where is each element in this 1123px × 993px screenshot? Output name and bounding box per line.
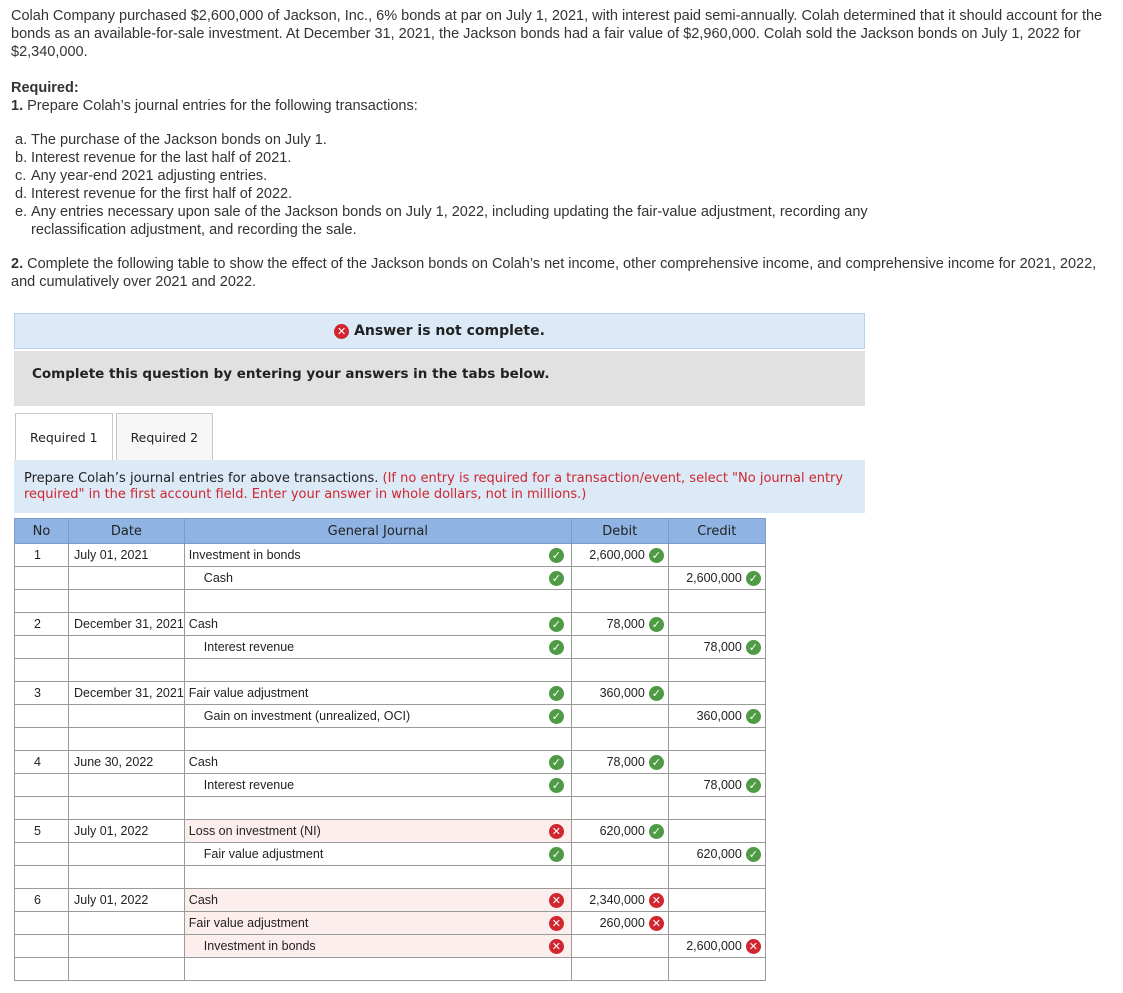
account-status	[549, 755, 564, 770]
credit-field[interactable]	[668, 935, 765, 958]
debit-field[interactable]	[571, 889, 668, 912]
account-status	[549, 617, 564, 632]
item-letter: e.	[15, 204, 28, 220]
credit-field[interactable]	[668, 820, 765, 843]
credit-value: 78,000	[703, 640, 742, 655]
entry-number-cell: 4	[15, 751, 69, 774]
empty-cell	[15, 797, 69, 820]
debit-status	[649, 548, 664, 563]
entry-number-cell	[15, 567, 69, 590]
account-field[interactable]	[184, 682, 571, 705]
entry-date-cell[interactable]	[69, 912, 185, 935]
header-credit: Credit	[668, 519, 765, 544]
spacer-row	[15, 590, 766, 613]
account-status	[549, 824, 564, 839]
debit-status	[649, 617, 664, 632]
account-name: Interest revenue	[203, 640, 295, 655]
credit-field[interactable]	[668, 544, 765, 567]
empty-cell[interactable]	[69, 728, 185, 751]
transaction-list	[15, 131, 955, 239]
item-letter: c.	[15, 168, 27, 184]
required-part1	[11, 97, 418, 115]
part2-number: 2.	[11, 256, 24, 272]
item-text: Any year-end 2021 adjusting entries.	[31, 168, 268, 184]
account-name: Gain on investment (unrealized, OCI)	[203, 709, 411, 724]
entry-date-cell[interactable]: December 31, 2021	[69, 613, 185, 636]
table-row	[15, 682, 766, 705]
account-name: Fair value adjustment	[188, 916, 309, 931]
empty-cell[interactable]	[184, 659, 571, 682]
list-item	[15, 167, 955, 185]
account-name: Loss on investment (NI)	[188, 824, 321, 839]
header-general-journal: General Journal	[184, 519, 571, 544]
check-circle-icon: ✓	[649, 824, 664, 839]
account-status	[549, 709, 564, 724]
account-field[interactable]	[184, 705, 571, 728]
empty-cell	[15, 728, 69, 751]
item-text: The purchase of the Jackson bonds on July 1.	[31, 132, 327, 148]
account-name: Interest revenue	[203, 778, 295, 793]
entry-number-cell: 6	[15, 889, 69, 912]
empty-cell[interactable]	[668, 659, 765, 682]
entry-date-cell[interactable]: July 01, 2021	[69, 544, 185, 567]
debit-value: 260,000	[599, 916, 645, 931]
check-circle-icon: ✓	[746, 571, 761, 586]
entry-number-cell	[15, 705, 69, 728]
credit-field[interactable]	[668, 843, 765, 866]
empty-cell	[15, 590, 69, 613]
check-circle-icon: ✓	[549, 709, 564, 724]
credit-value: 2,600,000	[686, 571, 742, 586]
debit-value: 78,000	[606, 617, 645, 632]
x-circle-icon: ✕	[334, 324, 349, 339]
credit-field[interactable]	[668, 912, 765, 935]
check-circle-icon: ✓	[746, 709, 761, 724]
spacer-row	[15, 958, 766, 981]
table-row	[15, 935, 766, 958]
empty-cell[interactable]	[571, 797, 668, 820]
credit-status	[746, 847, 761, 862]
entry-date-cell[interactable]	[69, 636, 185, 659]
empty-cell	[15, 958, 69, 981]
debit-field[interactable]	[571, 912, 668, 935]
account-field[interactable]	[184, 820, 571, 843]
list-item	[15, 203, 955, 239]
problem-text: Colah Company purchased $2,600,000 of Jackson, Inc., 6% bonds at par on July 1, 2021, with interest paid semi-annually. Colah determined that it should account for the bonds as an available-for-sale investment. At December 31, 2021, the Jackson bonds had a fair value of $2,960,000. Colah sold the Jackson bonds on July 1, 2022 for $2,340,000.	[11, 8, 1103, 60]
account-field[interactable]	[184, 544, 571, 567]
account-status	[549, 847, 564, 862]
check-circle-icon: ✓	[549, 548, 564, 563]
debit-field[interactable]	[571, 544, 668, 567]
credit-field[interactable]	[668, 636, 765, 659]
debit-status	[649, 824, 664, 839]
credit-field[interactable]	[668, 705, 765, 728]
journal-table	[14, 518, 766, 981]
debit-field[interactable]	[571, 636, 668, 659]
x-circle-icon: ✕	[649, 893, 664, 908]
spacer-row	[15, 659, 766, 682]
empty-cell[interactable]	[571, 866, 668, 889]
empty-cell[interactable]	[69, 659, 185, 682]
account-field[interactable]	[184, 889, 571, 912]
spacer-row	[15, 797, 766, 820]
list-item	[15, 131, 955, 149]
account-name: Fair value adjustment	[203, 847, 324, 862]
check-circle-icon: ✓	[549, 571, 564, 586]
item-text: Interest revenue for the last half of 2021.	[31, 150, 292, 166]
debit-field[interactable]	[571, 751, 668, 774]
list-item	[15, 149, 955, 167]
x-circle-icon: ✕	[549, 824, 564, 839]
entry-number-cell	[15, 774, 69, 797]
empty-cell[interactable]	[69, 590, 185, 613]
check-circle-icon: ✓	[649, 755, 664, 770]
check-circle-icon: ✓	[649, 617, 664, 632]
tab-label: Required 1	[30, 429, 98, 445]
empty-cell[interactable]	[69, 797, 185, 820]
empty-cell[interactable]	[69, 866, 185, 889]
empty-cell[interactable]	[668, 958, 765, 981]
credit-value: 78,000	[703, 778, 742, 793]
table-header-row	[15, 519, 766, 544]
table-row	[15, 889, 766, 912]
empty-cell[interactable]	[571, 590, 668, 613]
account-name: Cash	[188, 755, 218, 770]
item-text: Any entries necessary upon sale of the Jackson bonds on July 1, 2022, including updating the fair-value adjustment, recording any reclassification adjustment, and recording the sale.	[31, 204, 868, 238]
part1-number: 1.	[11, 98, 24, 114]
debit-status	[649, 916, 664, 931]
debit-field[interactable]	[571, 705, 668, 728]
table-row	[15, 705, 766, 728]
entry-date-cell[interactable]	[69, 774, 185, 797]
prompt-note: (If no entry is required for a transaction/event, select "No journal entry required" in the first account field. Enter your answer in whole dollars, not in millions.)	[24, 471, 844, 502]
list-item	[15, 185, 955, 203]
debit-field[interactable]	[571, 567, 668, 590]
item-letter: a.	[15, 132, 28, 148]
spacer-row	[15, 866, 766, 889]
account-name: Investment in bonds	[203, 939, 316, 954]
account-status	[549, 939, 564, 954]
account-status	[549, 916, 564, 931]
spacer-row	[15, 728, 766, 751]
account-name: Cash	[203, 571, 233, 586]
account-name: Investment in bonds	[188, 548, 301, 563]
part1-text: Prepare Colah’s journal entries for the following transactions:	[27, 98, 418, 114]
credit-field[interactable]	[668, 774, 765, 797]
required-heading: Required:	[11, 80, 79, 96]
x-circle-icon: ✕	[649, 916, 664, 931]
instructions-text: Complete this question by entering your answers in the tabs below.	[32, 366, 550, 382]
empty-cell[interactable]	[668, 728, 765, 751]
debit-field[interactable]	[571, 843, 668, 866]
credit-value: 360,000	[696, 709, 742, 724]
x-circle-icon: ✕	[549, 916, 564, 931]
tab-bar	[15, 413, 213, 461]
credit-status	[746, 939, 761, 954]
debit-field[interactable]	[571, 613, 668, 636]
entry-date-cell[interactable]	[69, 843, 185, 866]
empty-cell[interactable]	[184, 590, 571, 613]
debit-status	[649, 686, 664, 701]
account-name: Fair value adjustment	[188, 686, 309, 701]
x-circle-icon: ✕	[549, 893, 564, 908]
credit-status	[746, 640, 761, 655]
answer-status-banner	[14, 313, 865, 349]
instructions-box	[14, 351, 865, 406]
check-circle-icon: ✓	[746, 640, 761, 655]
debit-field[interactable]	[571, 820, 668, 843]
check-circle-icon: ✓	[549, 778, 564, 793]
check-circle-icon: ✓	[549, 847, 564, 862]
debit-status	[649, 755, 664, 770]
check-circle-icon: ✓	[549, 755, 564, 770]
entry-number-cell	[15, 636, 69, 659]
account-field[interactable]	[184, 843, 571, 866]
table-row	[15, 613, 766, 636]
part2-text: Complete the following table to show the effect of the Jackson bonds on Colah’s net income, other comprehensive income, and comprehensive income for 2021, 2022, and cumulatively over 2021 and 2022.	[11, 256, 1097, 290]
empty-cell[interactable]	[184, 866, 571, 889]
table-row	[15, 544, 766, 567]
credit-field[interactable]	[668, 889, 765, 912]
account-field[interactable]	[184, 935, 571, 958]
credit-field[interactable]	[668, 751, 765, 774]
account-name: Cash	[188, 617, 218, 632]
entry-number-cell	[15, 912, 69, 935]
credit-field[interactable]	[668, 682, 765, 705]
header-debit: Debit	[571, 519, 668, 544]
empty-cell[interactable]	[69, 958, 185, 981]
credit-value: 620,000	[696, 847, 742, 862]
credit-field[interactable]	[668, 613, 765, 636]
empty-cell[interactable]	[668, 866, 765, 889]
empty-cell[interactable]	[184, 797, 571, 820]
entry-number-cell: 2	[15, 613, 69, 636]
empty-cell	[15, 866, 69, 889]
check-circle-icon: ✓	[649, 686, 664, 701]
entry-date-cell[interactable]: July 01, 2022	[69, 889, 185, 912]
table-row	[15, 843, 766, 866]
account-status	[549, 548, 564, 563]
prompt-main: Prepare Colah’s journal entries for above transactions.	[24, 471, 383, 486]
empty-cell	[15, 659, 69, 682]
header-no: No	[15, 519, 69, 544]
x-circle-icon: ✕	[746, 939, 761, 954]
journal-prompt	[14, 460, 865, 513]
account-field[interactable]	[184, 751, 571, 774]
debit-field[interactable]	[571, 682, 668, 705]
entry-number-cell: 5	[15, 820, 69, 843]
entry-date-cell[interactable]: July 01, 2022	[69, 820, 185, 843]
banner-text: Answer is not complete.	[354, 323, 545, 339]
entry-date-cell[interactable]	[69, 705, 185, 728]
empty-cell[interactable]	[571, 659, 668, 682]
credit-value: 2,600,000	[686, 939, 742, 954]
empty-cell[interactable]	[184, 958, 571, 981]
account-field[interactable]	[184, 636, 571, 659]
debit-value: 2,600,000	[589, 548, 645, 563]
tab-label: Required 2	[130, 429, 199, 445]
empty-cell[interactable]	[668, 797, 765, 820]
table-row	[15, 751, 766, 774]
entry-date-cell[interactable]	[69, 567, 185, 590]
debit-field[interactable]	[571, 774, 668, 797]
header-date: Date	[69, 519, 185, 544]
debit-field[interactable]	[571, 935, 668, 958]
account-field[interactable]	[184, 774, 571, 797]
account-field[interactable]	[184, 912, 571, 935]
account-name: Cash	[188, 893, 218, 908]
debit-value: 78,000	[606, 755, 645, 770]
journal-body	[15, 544, 766, 981]
table-row	[15, 567, 766, 590]
item-text: Interest revenue for the first half of 2022.	[31, 186, 293, 202]
account-status	[549, 778, 564, 793]
problem-statement	[11, 7, 1111, 61]
check-circle-icon: ✓	[549, 686, 564, 701]
account-status	[549, 686, 564, 701]
empty-cell[interactable]	[668, 590, 765, 613]
credit-status	[746, 709, 761, 724]
empty-cell[interactable]	[571, 728, 668, 751]
debit-status	[649, 893, 664, 908]
check-circle-icon: ✓	[746, 778, 761, 793]
entry-number-cell: 3	[15, 682, 69, 705]
empty-cell[interactable]	[571, 958, 668, 981]
table-row	[15, 774, 766, 797]
item-letter: b.	[15, 150, 28, 166]
debit-value: 360,000	[599, 686, 645, 701]
debit-value: 620,000	[599, 824, 645, 839]
account-status	[549, 893, 564, 908]
x-circle-icon: ✕	[549, 939, 564, 954]
entry-date-cell[interactable]	[69, 935, 185, 958]
empty-cell[interactable]	[184, 728, 571, 751]
table-row	[15, 912, 766, 935]
check-circle-icon: ✓	[649, 548, 664, 563]
entry-date-cell[interactable]: June 30, 2022	[69, 751, 185, 774]
tab-required-1[interactable]	[15, 413, 113, 461]
entry-date-cell[interactable]: December 31, 2021	[69, 682, 185, 705]
required-part2	[11, 255, 1111, 291]
credit-field[interactable]	[668, 567, 765, 590]
credit-status	[746, 571, 761, 586]
entry-number-cell: 1	[15, 544, 69, 567]
table-row	[15, 636, 766, 659]
item-letter: d.	[15, 186, 28, 202]
check-circle-icon: ✓	[746, 847, 761, 862]
account-status	[549, 640, 564, 655]
check-circle-icon: ✓	[549, 640, 564, 655]
tab-required-2[interactable]	[116, 413, 214, 461]
debit-value: 2,340,000	[589, 893, 645, 908]
required-section	[11, 79, 418, 115]
entry-number-cell	[15, 935, 69, 958]
check-circle-icon: ✓	[549, 617, 564, 632]
entry-number-cell	[15, 843, 69, 866]
credit-status	[746, 778, 761, 793]
account-field[interactable]	[184, 613, 571, 636]
account-field[interactable]	[184, 567, 571, 590]
table-row	[15, 820, 766, 843]
account-status	[549, 571, 564, 586]
